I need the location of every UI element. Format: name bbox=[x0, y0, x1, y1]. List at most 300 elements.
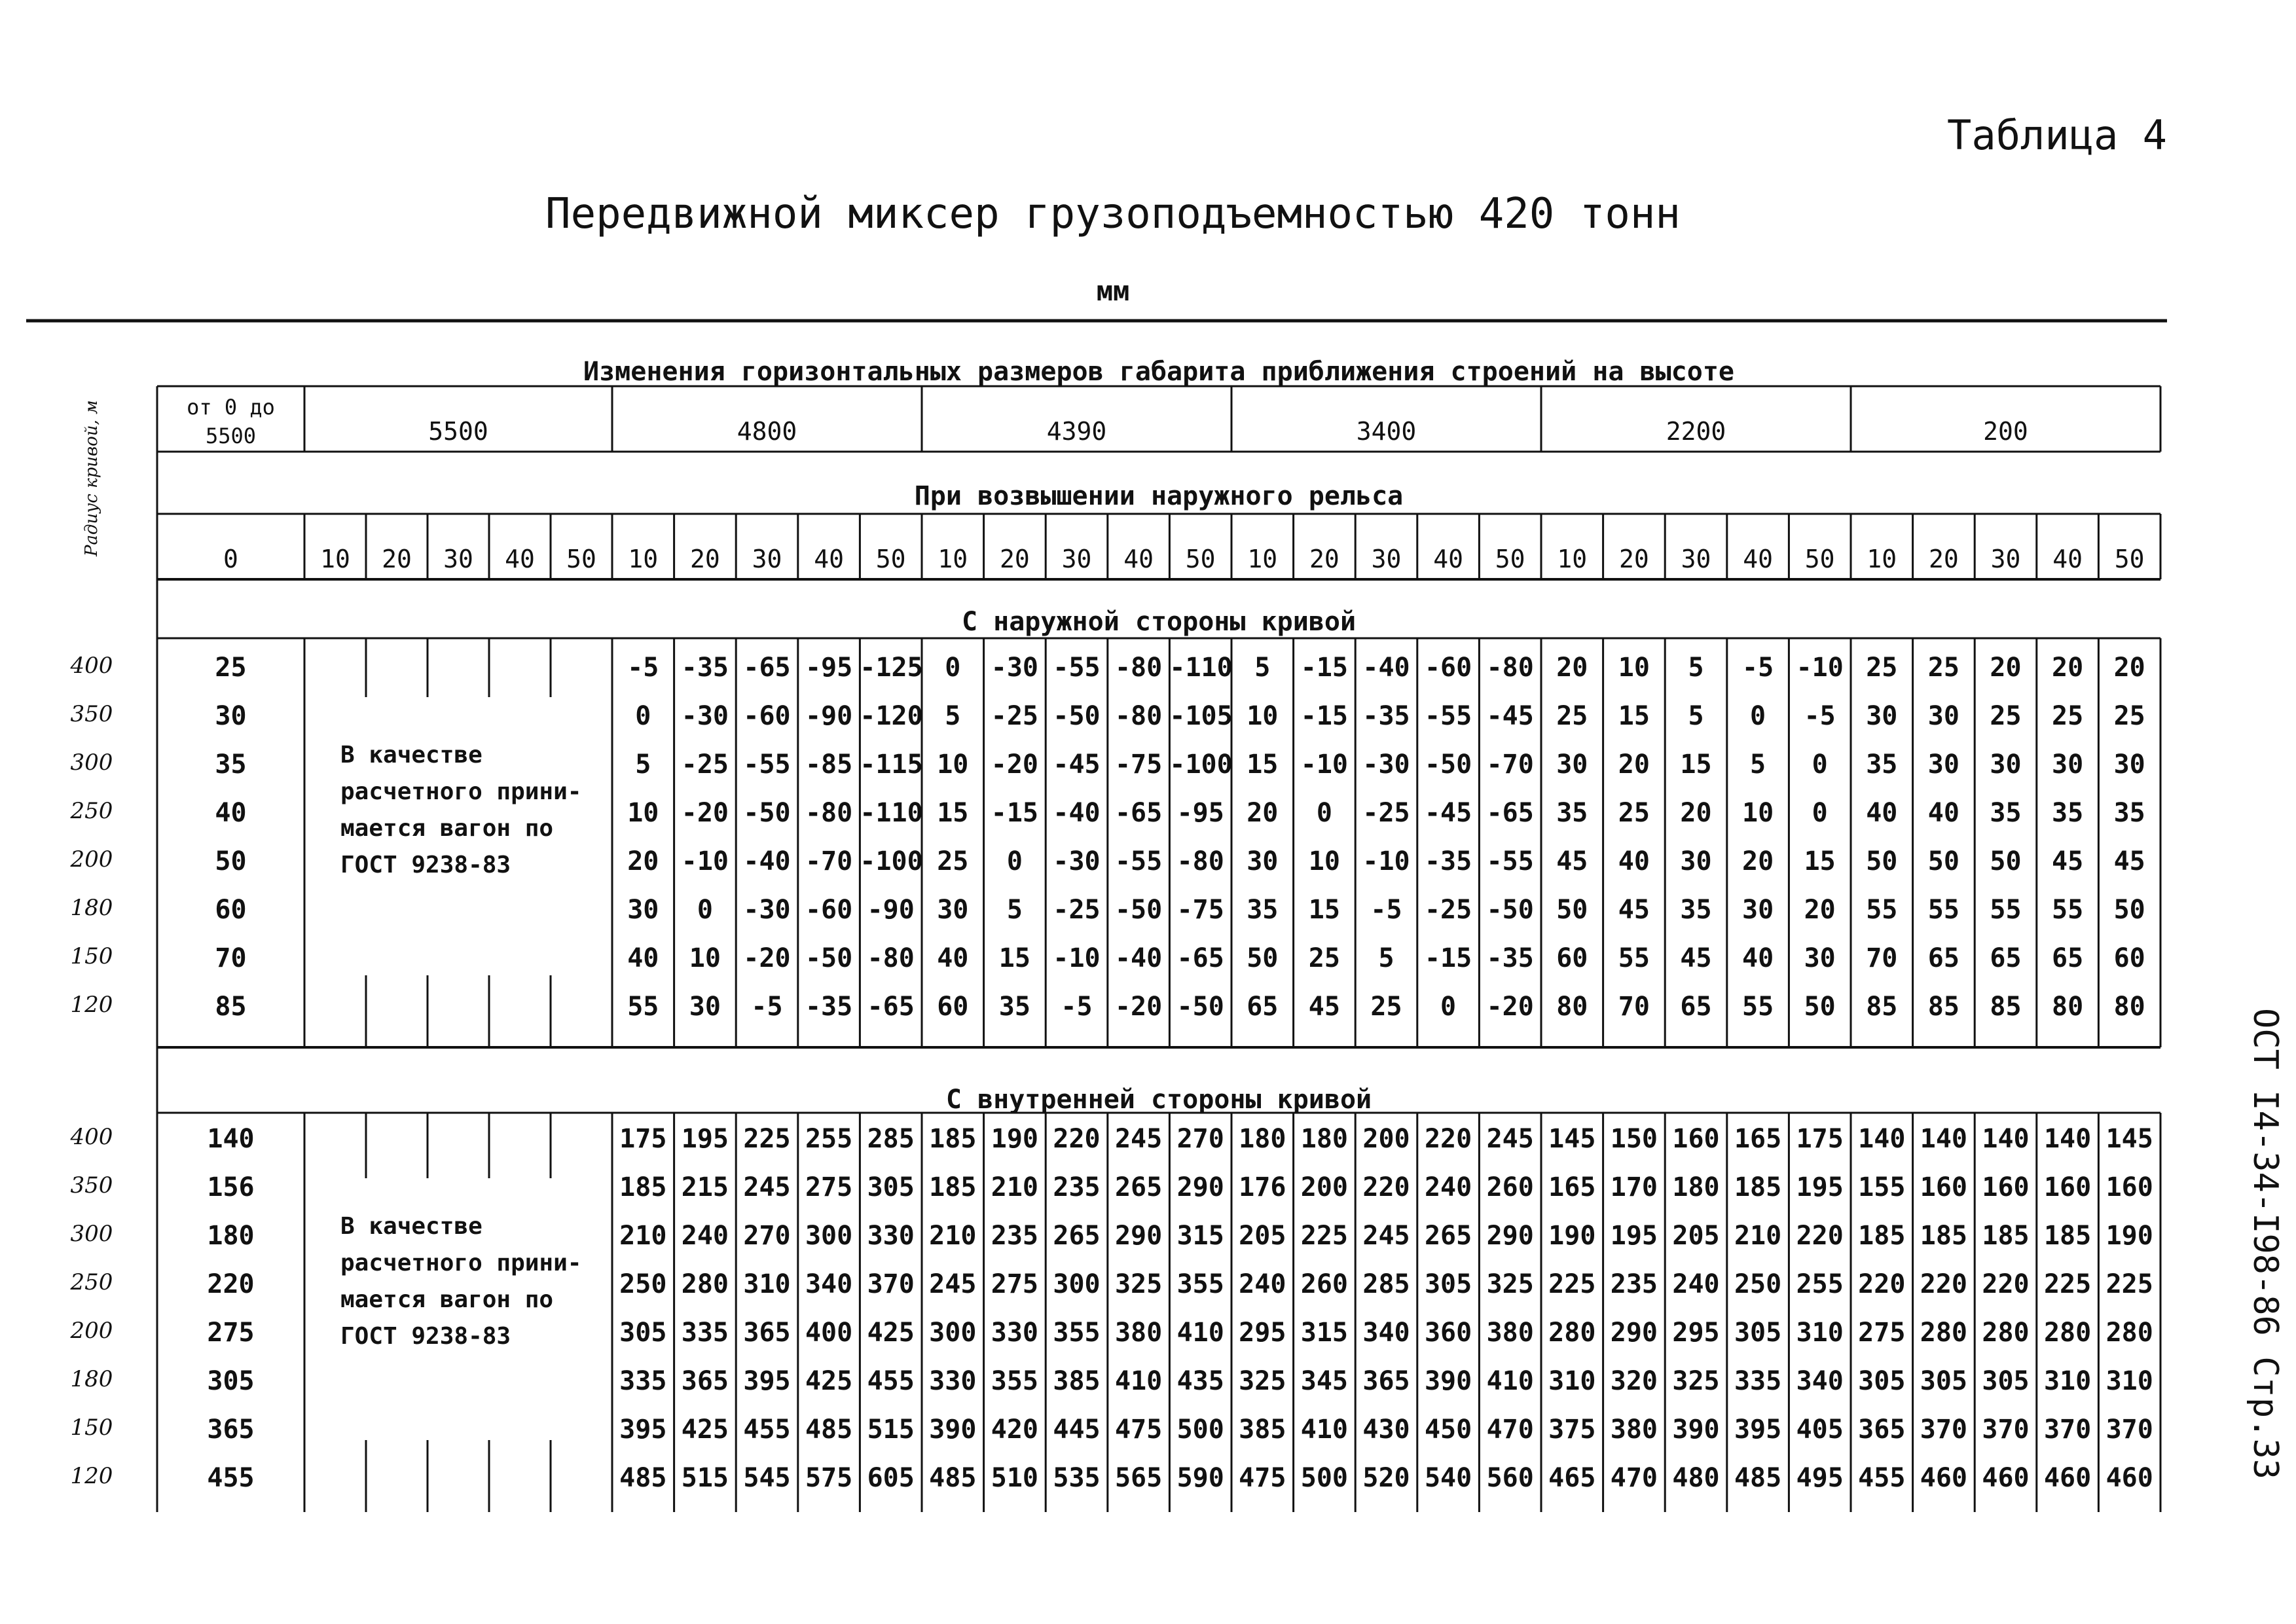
outer-row-value: 10 bbox=[627, 798, 659, 828]
inner-row-value: 240 bbox=[681, 1221, 729, 1251]
outer-row-value: -90 bbox=[867, 895, 915, 925]
outer-row-value: -100 bbox=[860, 846, 923, 876]
inner-row-value: 155 bbox=[1858, 1172, 1906, 1202]
outer-row-value: 15 bbox=[937, 798, 969, 828]
inner-row-value: 280 bbox=[681, 1269, 729, 1299]
inner-row-value: 160 bbox=[1982, 1172, 2030, 1202]
elevation-column-header: 10 bbox=[1247, 545, 1278, 573]
outer-row-value: 35 bbox=[1556, 798, 1588, 828]
outer-row-value: 30 bbox=[937, 895, 969, 925]
inner-row-value: 175 bbox=[619, 1124, 667, 1154]
inner-row-value: 425 bbox=[681, 1415, 729, 1445]
outer-row-value: 10 bbox=[1308, 846, 1340, 876]
inner-row-zero: 180 bbox=[207, 1221, 255, 1251]
inner-row-zero: 220 bbox=[207, 1269, 255, 1299]
outer-row-value: 20 bbox=[1680, 798, 1712, 828]
table-label: Таблица 4 bbox=[1947, 111, 2167, 159]
inner-row-value: 365 bbox=[743, 1318, 791, 1348]
inner-row-value: 500 bbox=[1176, 1415, 1224, 1445]
outer-row-value: -65 bbox=[1114, 798, 1163, 828]
elevation-column-header: 10 bbox=[320, 545, 350, 573]
outer-row-value: -70 bbox=[1486, 749, 1534, 780]
outer-row-value: 50 bbox=[2113, 895, 2145, 925]
inner-row-value: 220 bbox=[1424, 1124, 1472, 1154]
units-label: мм bbox=[1096, 275, 1130, 307]
inner-row-value: 470 bbox=[1486, 1415, 1534, 1445]
outer-row-value: -30 bbox=[991, 653, 1039, 683]
inner-row-value: 310 bbox=[1796, 1318, 1844, 1348]
outer-row-value: -45 bbox=[1053, 749, 1101, 780]
outer-row-value: 65 bbox=[1927, 943, 1959, 973]
inner-row-value: 310 bbox=[1548, 1366, 1596, 1396]
inner-row-value: 365 bbox=[1858, 1415, 1906, 1445]
outer-row-value: -75 bbox=[1176, 895, 1224, 925]
inner-row-value: 310 bbox=[743, 1269, 791, 1299]
outer-note: В качестве расчетного прини- мается вагон по ГОСТ 9238-83 bbox=[340, 741, 582, 878]
inner-row-value: 150 bbox=[1610, 1124, 1658, 1154]
outer-row-value: 5 bbox=[1688, 701, 1704, 731]
document-code bbox=[2213, 1008, 2296, 1519]
outer-row-value: -60 bbox=[1424, 653, 1472, 683]
outer-row-value: 50 bbox=[1247, 943, 1279, 973]
outer-row-value: 60 bbox=[937, 992, 969, 1022]
inner-row-value: 405 bbox=[1796, 1415, 1844, 1445]
outer-row-radius: 250 bbox=[70, 798, 113, 824]
outer-row-zero: 30 bbox=[215, 701, 247, 731]
inner-row-value: 445 bbox=[1053, 1415, 1101, 1445]
inner-row-value: 195 bbox=[681, 1124, 729, 1154]
outer-row-radius: 350 bbox=[70, 701, 113, 727]
outer-row-value: -10 bbox=[1796, 653, 1844, 683]
inner-row-zero: 275 bbox=[207, 1318, 255, 1348]
inner-row-radius: 200 bbox=[70, 1318, 113, 1344]
outer-row-value: 35 bbox=[998, 992, 1030, 1022]
inner-row-value: 455 bbox=[867, 1366, 915, 1396]
elevation-column-header: 20 bbox=[690, 545, 720, 573]
outer-row-value: -60 bbox=[743, 701, 791, 731]
outer-row-value: 70 bbox=[1618, 992, 1650, 1022]
inner-row-value: 305 bbox=[1920, 1366, 1968, 1396]
outer-row-value: 80 bbox=[2113, 992, 2145, 1022]
outer-row-value: -110 bbox=[860, 798, 923, 828]
height-header: 4800 bbox=[737, 417, 797, 446]
inner-row-value: 390 bbox=[1672, 1415, 1720, 1445]
outer-row-value: 80 bbox=[2052, 992, 2084, 1022]
inner-row-value: 390 bbox=[929, 1415, 977, 1445]
inner-row-value: 235 bbox=[1053, 1172, 1101, 1202]
outer-row-value: -70 bbox=[805, 846, 853, 876]
inner-row-value: 425 bbox=[805, 1366, 853, 1396]
inner-row-zero: 140 bbox=[207, 1124, 255, 1154]
outer-row-value: -65 bbox=[867, 992, 915, 1022]
outer-row-value: 5 bbox=[1378, 943, 1394, 973]
outer-row-value: 50 bbox=[1990, 846, 2022, 876]
outer-row-value: 15 bbox=[1308, 895, 1340, 925]
outer-row-value: 5 bbox=[1254, 653, 1271, 683]
outer-row-value: 85 bbox=[1990, 992, 2022, 1022]
outer-row-value: -40 bbox=[1114, 943, 1163, 973]
outer-row-value: -10 bbox=[1300, 749, 1349, 780]
outer-row-value: -35 bbox=[805, 992, 853, 1022]
inner-row-value: 265 bbox=[1424, 1221, 1472, 1251]
outer-row-value: -80 bbox=[1486, 653, 1534, 683]
inner-row-value: 305 bbox=[1858, 1366, 1906, 1396]
outer-row-value: 65 bbox=[1990, 943, 2022, 973]
outer-row-value: -60 bbox=[805, 895, 853, 925]
inner-row-value: 365 bbox=[681, 1366, 729, 1396]
outer-row-value: -25 bbox=[1424, 895, 1472, 925]
inner-row-value: 455 bbox=[743, 1415, 791, 1445]
outer-row-value: 30 bbox=[689, 992, 721, 1022]
outer-row-value: 25 bbox=[1866, 653, 1898, 683]
elevation-column-header: 30 bbox=[443, 545, 473, 573]
outer-row-value: -125 bbox=[860, 653, 923, 683]
inner-row-value: 515 bbox=[867, 1415, 915, 1445]
outer-row-value: 40 bbox=[627, 943, 659, 973]
outer-row-value: 5 bbox=[945, 701, 961, 731]
inner-row-value: 225 bbox=[1300, 1221, 1349, 1251]
inner-row-value: 265 bbox=[1053, 1221, 1101, 1251]
inner-row-value: 305 bbox=[1982, 1366, 2030, 1396]
outer-row-value: -25 bbox=[681, 749, 729, 780]
outer-row-value: 25 bbox=[1618, 798, 1650, 828]
inner-row-value: 235 bbox=[991, 1221, 1039, 1251]
inner-row-value: 215 bbox=[681, 1172, 729, 1202]
outer-row-value: -15 bbox=[1300, 653, 1349, 683]
outer-row-value: -50 bbox=[1114, 895, 1163, 925]
elevation-header: При возвышении наружного рельса bbox=[914, 481, 1404, 511]
inner-row-value: 290 bbox=[1176, 1172, 1224, 1202]
height-header: 200 bbox=[1983, 417, 2028, 446]
inner-row-radius: 300 bbox=[70, 1221, 113, 1247]
inner-row-value: 305 bbox=[619, 1318, 667, 1348]
inner-row-value: 495 bbox=[1796, 1463, 1844, 1493]
inner-row-value: 300 bbox=[929, 1318, 977, 1348]
outer-row-value: -55 bbox=[1486, 846, 1534, 876]
outer-row-value: -95 bbox=[805, 653, 853, 683]
outer-row-value: 35 bbox=[1866, 749, 1898, 780]
inner-row-value: 425 bbox=[867, 1318, 915, 1348]
inner-row-value: 245 bbox=[929, 1269, 977, 1299]
outer-row-value: 5 bbox=[1688, 653, 1704, 683]
inner-row-value: 255 bbox=[805, 1124, 853, 1154]
outer-row-value: 65 bbox=[2052, 943, 2084, 973]
inner-row-value: 540 bbox=[1424, 1463, 1472, 1493]
inner-row-value: 290 bbox=[1610, 1318, 1658, 1348]
inner-row-value: 380 bbox=[1114, 1318, 1163, 1348]
inner-row-value: 160 bbox=[1920, 1172, 1968, 1202]
inner-row-value: 370 bbox=[1920, 1415, 1968, 1445]
inner-row-value: 325 bbox=[1239, 1366, 1286, 1396]
outer-row-value: 45 bbox=[1680, 943, 1712, 973]
outer-row-zero: 35 bbox=[215, 749, 247, 780]
inner-row-value: 180 bbox=[1672, 1172, 1720, 1202]
inner-row-value: 300 bbox=[1053, 1269, 1101, 1299]
inner-row-value: 395 bbox=[619, 1415, 667, 1445]
inner-row-value: 370 bbox=[1982, 1415, 2030, 1445]
outer-row-value: -80 bbox=[867, 943, 915, 973]
outer-row-value: -20 bbox=[1114, 992, 1163, 1022]
inner-row-value: 355 bbox=[991, 1366, 1039, 1396]
inner-row-value: 145 bbox=[2105, 1124, 2153, 1154]
outer-row-value: 20 bbox=[1618, 749, 1650, 780]
inner-row-value: 185 bbox=[1858, 1221, 1906, 1251]
outer-row-value: -40 bbox=[743, 846, 791, 876]
inner-row-value: 370 bbox=[867, 1269, 915, 1299]
elevation-column-header: 10 bbox=[938, 545, 968, 573]
inner-row-value: 205 bbox=[1239, 1221, 1286, 1251]
outer-row-zero: 40 bbox=[215, 798, 247, 828]
outer-row-value: -5 bbox=[1804, 701, 1836, 731]
outer-row-value: -30 bbox=[1362, 749, 1410, 780]
inner-row-value: 305 bbox=[1734, 1318, 1782, 1348]
inner-row-value: 295 bbox=[1672, 1318, 1720, 1348]
outer-row-value: 15 bbox=[1680, 749, 1712, 780]
outer-row-value: 10 bbox=[937, 749, 969, 780]
outer-row-value: 85 bbox=[1927, 992, 1959, 1022]
inner-row-value: 295 bbox=[1239, 1318, 1286, 1348]
inner-row-value: 200 bbox=[1362, 1124, 1410, 1154]
outer-row-value: -20 bbox=[991, 749, 1039, 780]
outer-row-value: 0 bbox=[697, 895, 713, 925]
document-code-text: ОСТ I4-34-I98-86 Стр.33 bbox=[2246, 1008, 2285, 1480]
inner-row-value: 225 bbox=[1548, 1269, 1596, 1299]
inner-row-value: 365 bbox=[1362, 1366, 1410, 1396]
inner-row-value: 305 bbox=[1424, 1269, 1472, 1299]
outer-row-value: -105 bbox=[1169, 701, 1233, 731]
inner-row-radius: 180 bbox=[70, 1366, 113, 1392]
outer-row-value: 10 bbox=[1247, 701, 1279, 731]
outer-row-value: -35 bbox=[681, 653, 729, 683]
outer-row-zero: 70 bbox=[215, 943, 247, 973]
outer-row-radius: 300 bbox=[70, 749, 113, 776]
outer-row-value: 35 bbox=[1990, 798, 2022, 828]
inner-row-value: 170 bbox=[1610, 1172, 1658, 1202]
inner-note: В качестве расчетного прини- мается вагон по ГОСТ 9238-83 bbox=[340, 1212, 582, 1350]
radius-column-header: Радиус кривой, м bbox=[82, 400, 101, 556]
outer-row-value: 30 bbox=[1680, 846, 1712, 876]
outer-row-value: -15 bbox=[991, 798, 1039, 828]
outer-row-value: -50 bbox=[1053, 701, 1101, 731]
outer-row-value: 55 bbox=[2052, 895, 2084, 925]
inner-row-value: 410 bbox=[1486, 1366, 1534, 1396]
elevation-column-header: 50 bbox=[1804, 545, 1835, 573]
outer-row-value: 50 bbox=[1556, 895, 1588, 925]
outer-row-radius: 120 bbox=[70, 992, 113, 1018]
outer-row-value: -45 bbox=[1424, 798, 1472, 828]
inner-row-value: 590 bbox=[1176, 1463, 1224, 1493]
outer-row-value: 65 bbox=[1680, 992, 1712, 1022]
inner-row-value: 190 bbox=[2105, 1221, 2153, 1251]
outer-row-value: 45 bbox=[1308, 992, 1340, 1022]
inner-row-value: 455 bbox=[1858, 1463, 1906, 1493]
outer-row-value: 30 bbox=[1804, 943, 1836, 973]
inner-row-value: 280 bbox=[1982, 1318, 2030, 1348]
inner-row-value: 225 bbox=[2105, 1269, 2153, 1299]
inner-row-value: 430 bbox=[1362, 1415, 1410, 1445]
inner-row-value: 385 bbox=[1053, 1366, 1101, 1396]
inner-row-value: 315 bbox=[1300, 1318, 1349, 1348]
inner-row-value: 450 bbox=[1424, 1415, 1472, 1445]
inner-row-value: 245 bbox=[1114, 1124, 1163, 1154]
inner-row-value: 320 bbox=[1610, 1366, 1658, 1396]
outer-row-value: -80 bbox=[1114, 701, 1163, 731]
outer-row-zero: 85 bbox=[215, 992, 247, 1022]
elevation-column-header: 40 bbox=[1433, 545, 1463, 573]
outer-row-value: -50 bbox=[805, 943, 853, 973]
elevation-column-header: 30 bbox=[1681, 545, 1711, 573]
inner-row-value: 210 bbox=[619, 1221, 667, 1251]
inner-row-value: 165 bbox=[1548, 1172, 1596, 1202]
inner-row-value: 460 bbox=[2043, 1463, 2092, 1493]
outer-row-value: -30 bbox=[1053, 846, 1101, 876]
inner-row-value: 225 bbox=[2043, 1269, 2092, 1299]
outer-row-value: -50 bbox=[1176, 992, 1224, 1022]
outer-row-value: -10 bbox=[1053, 943, 1101, 973]
outer-row-value: 25 bbox=[2052, 701, 2084, 731]
inner-row-value: 245 bbox=[1486, 1124, 1534, 1154]
outer-row-value: 25 bbox=[2113, 701, 2145, 731]
elevation-column-header: 20 bbox=[382, 545, 412, 573]
outer-row-value: -20 bbox=[743, 943, 791, 973]
outer-row-value: 15 bbox=[998, 943, 1030, 973]
inner-row-value: 265 bbox=[1114, 1172, 1163, 1202]
zero-elevation-header: 0 bbox=[223, 545, 238, 573]
outer-row-value: 15 bbox=[1618, 701, 1650, 731]
outer-row-value: -90 bbox=[805, 701, 853, 731]
outer-row-value: 85 bbox=[1866, 992, 1898, 1022]
outer-row-value: 0 bbox=[1812, 749, 1828, 780]
outer-row-value: -10 bbox=[1362, 846, 1410, 876]
inner-row-value: 245 bbox=[1362, 1221, 1410, 1251]
inner-row-value: 220 bbox=[1796, 1221, 1844, 1251]
outer-row-value: 55 bbox=[1866, 895, 1898, 925]
inner-row-value: 605 bbox=[867, 1463, 915, 1493]
inner-row-value: 250 bbox=[619, 1269, 667, 1299]
outer-row-value: -85 bbox=[805, 749, 853, 780]
inner-row-radius: 400 bbox=[70, 1124, 113, 1150]
outer-row-value: 0 bbox=[635, 701, 651, 731]
outer-row-value: -55 bbox=[1114, 846, 1163, 876]
elevation-column-header: 40 bbox=[814, 545, 844, 573]
outer-row-value: -5 bbox=[751, 992, 783, 1022]
outer-row-value: 10 bbox=[1742, 798, 1774, 828]
inner-row-value: 160 bbox=[2043, 1172, 2092, 1202]
inner-row-value: 370 bbox=[2105, 1415, 2153, 1445]
outer-row-value: 25 bbox=[1927, 653, 1959, 683]
inner-row-value: 270 bbox=[1176, 1124, 1224, 1154]
outer-row-value: 35 bbox=[2052, 798, 2084, 828]
inner-row-value: 325 bbox=[1486, 1269, 1534, 1299]
inner-row-value: 210 bbox=[1734, 1221, 1782, 1251]
outer-row-value: 60 bbox=[2113, 943, 2145, 973]
inner-row-value: 375 bbox=[1548, 1415, 1596, 1445]
inner-row-value: 345 bbox=[1300, 1366, 1349, 1396]
outer-row-value: -35 bbox=[1486, 943, 1534, 973]
outer-row-value: 0 bbox=[1006, 846, 1023, 876]
outer-row-value: -80 bbox=[1176, 846, 1224, 876]
outer-row-value: 55 bbox=[1927, 895, 1959, 925]
outer-row-value: 40 bbox=[1618, 846, 1650, 876]
outer-row-value: 45 bbox=[2113, 846, 2145, 876]
outer-row-value: -50 bbox=[743, 798, 791, 828]
inner-row-value: 500 bbox=[1300, 1463, 1349, 1493]
outer-row-value: 30 bbox=[1990, 749, 2022, 780]
inner-row-value: 145 bbox=[1548, 1124, 1596, 1154]
inner-row-value: 520 bbox=[1362, 1463, 1410, 1493]
inner-row-value: 245 bbox=[743, 1172, 791, 1202]
elevation-column-header: 20 bbox=[1929, 545, 1959, 573]
inner-row-value: 485 bbox=[1734, 1463, 1782, 1493]
height-group-header: Изменения горизонтальных размеров габарита приближения строений на высоте bbox=[583, 357, 1734, 387]
outer-row-value: 65 bbox=[1247, 992, 1279, 1022]
inner-row-value: 280 bbox=[2105, 1318, 2153, 1348]
inner-row-value: 220 bbox=[1053, 1124, 1101, 1154]
outer-row-value: -35 bbox=[1424, 846, 1472, 876]
outer-row-radius: 180 bbox=[70, 895, 113, 921]
outer-row-value: 20 bbox=[627, 846, 659, 876]
inner-row-value: 255 bbox=[1796, 1269, 1844, 1299]
inner-row-value: 400 bbox=[805, 1318, 853, 1348]
outer-row-value: 0 bbox=[1812, 798, 1828, 828]
elevation-column-header: 50 bbox=[1185, 545, 1216, 573]
outer-row-value: 55 bbox=[1990, 895, 2022, 925]
outer-row-value: 40 bbox=[937, 943, 969, 973]
outer-row-value: 20 bbox=[1247, 798, 1279, 828]
inner-row-value: 560 bbox=[1486, 1463, 1534, 1493]
inner-row-value: 140 bbox=[1982, 1124, 2030, 1154]
inner-row-value: 435 bbox=[1176, 1366, 1224, 1396]
outer-row-value: 35 bbox=[1247, 895, 1279, 925]
outer-row-value: -45 bbox=[1486, 701, 1534, 731]
inner-row-value: 355 bbox=[1176, 1269, 1224, 1299]
inner-row-value: 510 bbox=[991, 1463, 1039, 1493]
outer-row-value: -100 bbox=[1169, 749, 1233, 780]
inner-row-value: 165 bbox=[1734, 1124, 1782, 1154]
inner-row-zero: 156 bbox=[207, 1172, 255, 1202]
inner-row-value: 395 bbox=[743, 1366, 791, 1396]
inner-row-value: 315 bbox=[1176, 1221, 1224, 1251]
outer-row-value: -5 bbox=[1061, 992, 1093, 1022]
inner-row-value: 290 bbox=[1114, 1221, 1163, 1251]
inner-row-value: 355 bbox=[1053, 1318, 1101, 1348]
inner-row-value: 340 bbox=[1796, 1366, 1844, 1396]
outer-row-value: 35 bbox=[2113, 798, 2145, 828]
inner-row-value: 475 bbox=[1239, 1463, 1286, 1493]
inner-row-value: 515 bbox=[681, 1463, 729, 1493]
outer-row-value: 0 bbox=[1750, 701, 1766, 731]
outer-row-value: 25 bbox=[1308, 943, 1340, 973]
elevation-column-header: 30 bbox=[1990, 545, 2021, 573]
outer-row-value: -30 bbox=[743, 895, 791, 925]
inner-row-value: 160 bbox=[1672, 1124, 1720, 1154]
outer-row-zero: 60 bbox=[215, 895, 247, 925]
inner-row-zero: 455 bbox=[207, 1463, 255, 1493]
page-title: Передвижной миксер грузоподъемностью 420 тонн bbox=[545, 190, 1681, 238]
inner-row-radius: 150 bbox=[70, 1415, 113, 1441]
inner-row-value: 176 bbox=[1239, 1172, 1286, 1202]
inner-row-zero: 365 bbox=[207, 1415, 255, 1445]
outer-row-value: -20 bbox=[681, 798, 729, 828]
elevation-column-header: 20 bbox=[1000, 545, 1030, 573]
inner-row-value: 225 bbox=[743, 1124, 791, 1154]
elevation-column-header: 40 bbox=[505, 545, 535, 573]
outer-row-value: -115 bbox=[860, 749, 923, 780]
outer-row-value: 25 bbox=[937, 846, 969, 876]
inner-row-value: 340 bbox=[805, 1269, 853, 1299]
outer-row-value: 30 bbox=[1247, 846, 1279, 876]
inner-row-value: 140 bbox=[2043, 1124, 2092, 1154]
